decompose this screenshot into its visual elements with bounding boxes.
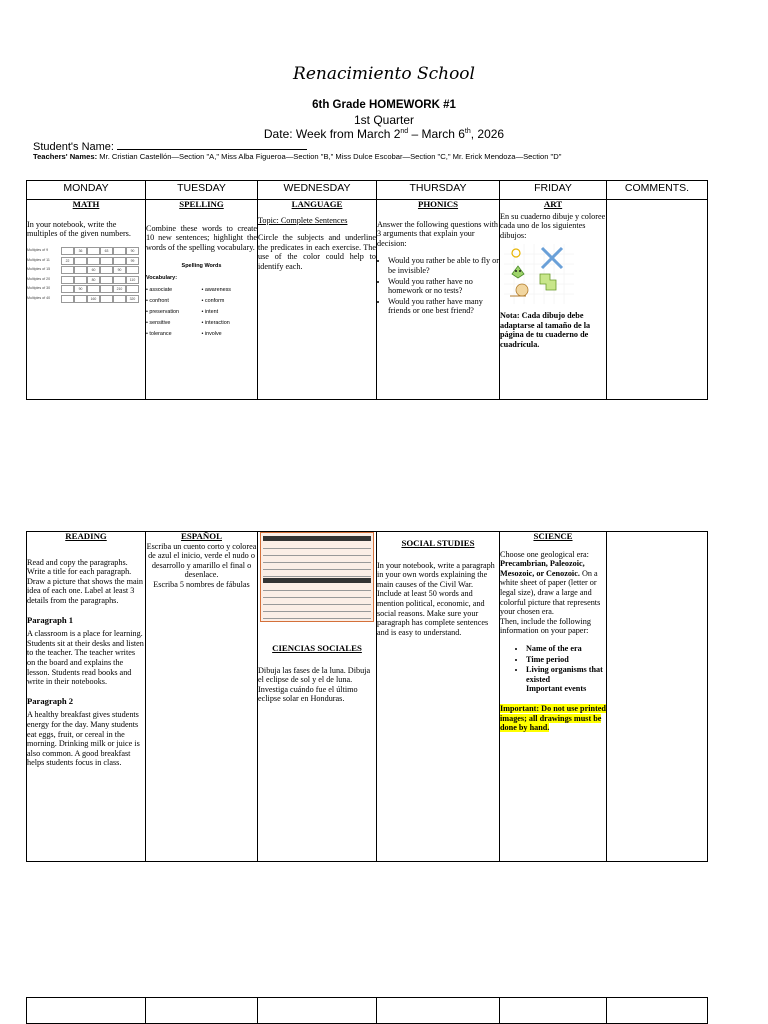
espanol-title: ESPAÑOL bbox=[181, 531, 222, 541]
worksheet-cell bbox=[87, 247, 100, 255]
empty-cell bbox=[500, 998, 607, 1024]
worksheet-row bbox=[27, 294, 145, 303]
empty-cell bbox=[377, 998, 500, 1024]
vocabulary-word: • tolerance bbox=[146, 330, 172, 337]
paragraph-2-text: A healthy breakfast gives students energy for the day. Many students eat eggs, fruit, or cereal in the morning. Drinking milk or juice is also common. A good breakfast helps students focus in class. bbox=[27, 710, 140, 768]
phonics-cell bbox=[377, 200, 500, 400]
worksheet-cell bbox=[113, 276, 126, 284]
worksheet-cell bbox=[113, 247, 126, 255]
worksheet-cell: 320 bbox=[126, 295, 139, 303]
phonics-question: • Would you rather have many friends or one best friend? bbox=[388, 297, 499, 316]
worksheet-cell bbox=[61, 266, 74, 274]
empty-cell bbox=[27, 998, 146, 1024]
worksheet-cell bbox=[100, 295, 113, 303]
vocabulary-word: • confront bbox=[146, 297, 169, 304]
spelling-words-title: Spelling Words bbox=[181, 263, 222, 270]
empty-cell bbox=[607, 998, 708, 1024]
art-note: Nota: Cada dibujo debe adaptarse al tamaño de la página de tu cuaderno de cuadrícula. bbox=[500, 310, 591, 349]
sentence-worksheet-image bbox=[260, 532, 374, 622]
worksheet-row bbox=[27, 285, 145, 294]
worksheet-cell bbox=[74, 266, 87, 274]
day-header-thursday: THURSDAY bbox=[377, 181, 500, 200]
homework-title: 6th Grade HOMEWORK #1 bbox=[312, 99, 456, 111]
worksheet-cell: 22 bbox=[61, 257, 74, 265]
worksheet-cell: 63 bbox=[100, 247, 113, 255]
espanol-instructions: Escriba un cuento corto y colorea de azul el inicio, verde el nudo o desarrollo y amarillo el final o desenlace. bbox=[146, 541, 257, 580]
science-include-text: Then, include the following information on your paper: bbox=[500, 616, 591, 636]
worksheet-cell bbox=[100, 266, 113, 274]
day-header-tuesday: TUESDAY bbox=[146, 181, 258, 200]
paragraph-2-title: Paragraph 2 bbox=[27, 695, 74, 706]
phonics-question: • Would you rather be able to fly or be invisible? bbox=[388, 256, 499, 275]
science-title: SCIENCE bbox=[533, 531, 573, 541]
worksheet-cell bbox=[74, 276, 87, 284]
spelling-cell bbox=[146, 200, 258, 400]
reading-instructions: Read and copy the paragraphs. Write a title for each paragraph. Draw a picture that shows the main idea of each one. Label at least 3 details from the paragraphs. bbox=[27, 557, 143, 605]
worksheet-cell: 160 bbox=[87, 295, 100, 303]
science-item-text: Living organisms that existed bbox=[526, 665, 603, 684]
worksheet-cell: 60 bbox=[87, 266, 100, 274]
teachers-line bbox=[33, 152, 561, 161]
homework-table-second bbox=[26, 531, 708, 862]
worksheet-cell: 36 bbox=[74, 247, 87, 255]
vocabulary-word: • intent bbox=[201, 308, 219, 315]
worksheet-row-label: Multiples of 11 bbox=[27, 257, 50, 262]
art-instructions: En su cuaderno dibuje y coloree cada uno de los siguientes dibujos: bbox=[500, 211, 606, 240]
worksheet-cell: 80 bbox=[87, 276, 100, 284]
science-important-note: Important: Do not use printed images; all drawings must be done by hand. bbox=[500, 703, 606, 733]
vocabulary-label: Vocabulary: bbox=[146, 274, 178, 281]
day-header-comments: COMMENTS. bbox=[607, 181, 708, 200]
worksheet-cell bbox=[61, 295, 74, 303]
espanol-cell bbox=[146, 532, 258, 862]
school-name: Renacimiento School bbox=[293, 64, 475, 84]
worksheet-cell bbox=[126, 266, 139, 274]
math-title: MATH bbox=[72, 199, 100, 209]
vocabulary-word: • interaction bbox=[201, 319, 230, 326]
worksheet-cell bbox=[113, 257, 126, 265]
worksheet-cell: 90 bbox=[74, 285, 87, 293]
worksheet-cell bbox=[61, 247, 74, 255]
science-item: • Time period bbox=[526, 655, 606, 665]
wednesday-cell bbox=[258, 532, 377, 862]
math-cell bbox=[27, 200, 146, 400]
worksheet-row bbox=[27, 275, 145, 284]
science-text-a: Choose one geological era: bbox=[500, 549, 589, 559]
phonics-question: • Would you rather have no homework or no tests? bbox=[388, 277, 499, 296]
worksheet-row-label: Multiples of 15 bbox=[27, 267, 51, 272]
worksheet-row bbox=[27, 256, 145, 265]
phonics-instructions: Answer the following questions with 3 arguments that explain your decision: bbox=[377, 219, 498, 248]
worksheet-cell: 210 bbox=[113, 285, 126, 293]
worksheet-row-label: Multiples of 9 bbox=[27, 248, 49, 253]
art-cell bbox=[500, 200, 607, 400]
vocabulary-word: • conform bbox=[201, 297, 225, 304]
spelling-title: SPELLING bbox=[179, 199, 224, 209]
worksheet-cell: 90 bbox=[126, 247, 139, 255]
homework-table-third bbox=[26, 997, 708, 1024]
ciencias-sociales-instructions: Dibuja las fases de la luna. Dibuja el eclipse de sol y el de luna. Investiga cuándo fue el último eclipse solar en Honduras. bbox=[258, 665, 371, 704]
social-studies-instructions: In your notebook, write a paragraph in your own words explaining the main causes of the Civil War. Include at least 50 words and mention political, economic, and social reasons. Make sure your paragraph has complete sentences and is easy to understand. bbox=[377, 560, 495, 637]
worksheet-cell: 99 bbox=[126, 257, 139, 265]
worksheet-cell bbox=[61, 276, 74, 284]
empty-cell bbox=[146, 998, 258, 1024]
vocabulary-word: • associate bbox=[146, 286, 173, 293]
worksheet-cell bbox=[74, 295, 87, 303]
date-range: Date: Week from March 2nd – March 6th, 2026 bbox=[263, 127, 505, 141]
science-item: • Name of the era bbox=[526, 644, 606, 654]
day-header-friday: FRIDAY bbox=[500, 181, 607, 200]
science-cell bbox=[500, 532, 607, 862]
social-studies-cell bbox=[377, 532, 500, 862]
language-instructions: Circle the subjects and underline the predicates in each exercise. The use of the color could help to identify each. bbox=[258, 233, 376, 271]
worksheet-row-label: Multiples of 30 bbox=[27, 286, 51, 291]
worksheet-cell bbox=[87, 257, 100, 265]
worksheet-cell bbox=[113, 295, 126, 303]
vocabulary-word: • sensitive bbox=[146, 319, 171, 326]
science-item bbox=[526, 665, 606, 694]
teachers-names: Mr. Cristian Castellón—Section "A," Miss Alba Figueroa—Section "B," Miss Dulce Escobar—Section "C," Mr. Erick Mendoza—Section "D" bbox=[99, 152, 562, 161]
worksheet-cell: 110 bbox=[126, 276, 139, 284]
comments-cell[interactable] bbox=[607, 200, 708, 400]
teachers-label: Teachers' Names: bbox=[33, 152, 98, 161]
reading-title: READING bbox=[65, 531, 107, 541]
phonics-title: PHONICS bbox=[417, 199, 459, 209]
worksheet-row bbox=[27, 266, 145, 275]
art-title: ART bbox=[543, 199, 563, 209]
vocabulary-word: • involve bbox=[201, 330, 222, 337]
worksheet-cell bbox=[126, 285, 139, 293]
social-studies-title: SOCIAL STUDIES bbox=[401, 538, 475, 548]
multiples-worksheet bbox=[27, 247, 145, 303]
espanol-fables: Escriba 5 nombres de fábulas bbox=[153, 579, 250, 589]
student-name-label: Student's Name: bbox=[33, 141, 114, 153]
language-title: LANGUAGE bbox=[291, 199, 343, 209]
ciencias-sociales-title: CIENCIAS SOCIALES bbox=[272, 643, 362, 653]
worksheet-row-label: Multiples of 40 bbox=[27, 295, 51, 300]
homework-table-week bbox=[26, 180, 708, 400]
science-item-text: Important events bbox=[526, 684, 587, 694]
spelling-instructions: Combine these words to create 10 new sentences; highlight the words of the spelling vocabulary. bbox=[146, 223, 257, 252]
paragraph-1-text: A classroom is a place for learning. Students sit at their desks and listen to the teacher. The teacher writes on the board and explains the lesson. Students read books and write in their notebooks. bbox=[27, 629, 144, 687]
day-header-wednesday: WEDNESDAY bbox=[258, 181, 377, 200]
worksheet-cell bbox=[100, 285, 113, 293]
quarter: 1st Quarter bbox=[353, 113, 415, 127]
science-text-b: On a white sheet of paper (letter or legal size), draw a large and colorful picture that represents your chosen era. bbox=[500, 568, 601, 617]
math-instructions: In your notebook, write the multiples of the given numbers. bbox=[27, 219, 131, 239]
worksheet-row bbox=[27, 247, 145, 256]
worksheet-cell bbox=[87, 285, 100, 293]
worksheet-cell bbox=[100, 257, 113, 265]
science-instructions bbox=[500, 550, 606, 617]
empty-cell bbox=[258, 998, 377, 1024]
worksheet-row-label: Multiples of 20 bbox=[27, 276, 51, 281]
worksheet-cell bbox=[61, 285, 74, 293]
vocabulary-word: • preservation bbox=[146, 308, 180, 315]
day-header-monday: MONDAY bbox=[27, 181, 146, 200]
reading-cell bbox=[27, 532, 146, 862]
language-topic: Topic: Complete Sentences bbox=[258, 215, 348, 225]
vocabulary-list bbox=[146, 285, 257, 340]
paragraph-1-title: Paragraph 1 bbox=[27, 614, 74, 625]
vocabulary-word: • awareness bbox=[201, 286, 231, 293]
worksheet-cell: 90 bbox=[113, 266, 126, 274]
science-eras: Precambrian, Paleozoic, Mesozoic, or Cenozoic. bbox=[500, 559, 585, 578]
worksheet-cell bbox=[74, 257, 87, 265]
grid-drawings-image bbox=[504, 244, 574, 304]
worksheet-cell bbox=[100, 276, 113, 284]
comments-cell[interactable] bbox=[607, 532, 708, 862]
language-cell bbox=[258, 200, 377, 400]
